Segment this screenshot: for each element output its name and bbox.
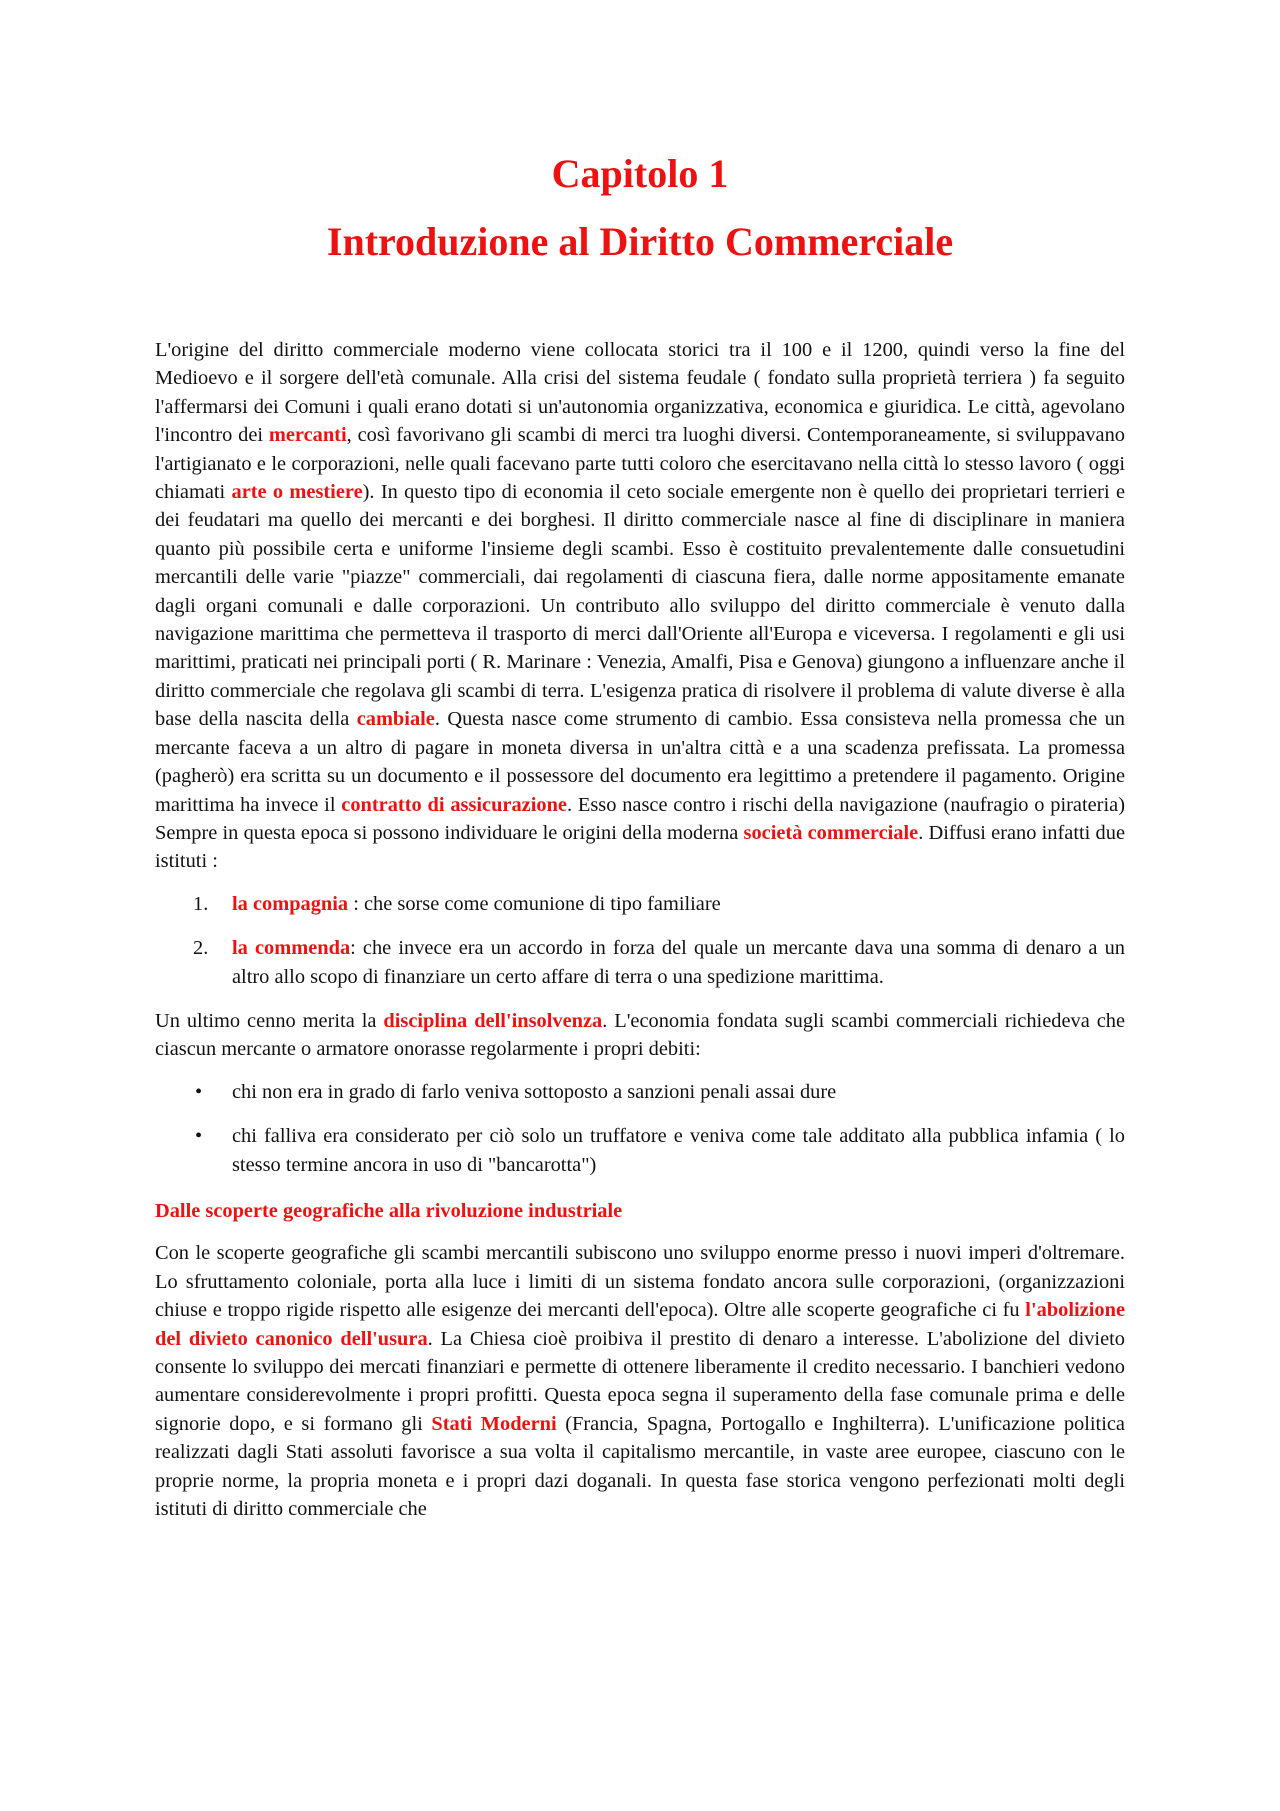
chapter-number: Capitolo 1 — [551, 151, 729, 196]
text-run: Un ultimo cenno merita la — [155, 1009, 384, 1032]
keyword-cambiale: cambiale — [356, 708, 435, 731]
text-run: ). In questo tipo di economia il ceto sociale emergente non è quello dei proprietari terrieri e dei feudatari ma quello dei mercanti e dei borghesi. Il diritto commerciale nasce al fine di disciplinare in maniera quanto più possibile certa e uniforme l'insieme degli scambi. Esso è costituito prevalentemente dalle consuetudini mercantili delle varie "piazze" commerciali, dai regolamenti di ciascuna fiera, dalle norme appositamente emanate dagli organi comunali e dalle corporazioni. Un contributo allo sviluppo del diritto commerciale è venuto dalla navigazione marittima che permetteva il trasporto di merci dall'Oriente all'Europa e viceversa. I regolamenti e gli usi marittimi, praticati nei principali porti ( R. Marinare : Venezia, Amalfi, Pisa e Genova) giungono a influenzare anche il diritto commerciale che regolava gli scambi di terra. L'esigenza pratica di risolvere il problema di valute diverse è alla base della nascita della — [155, 481, 1125, 731]
list-number: 2. — [193, 937, 209, 960]
text-run: . L'economia fondata sugli scambi commerciali richiedeva che ciascun mercante o armatore onorasse regolarmente i propri debiti: — [155, 1009, 1125, 1061]
bullet-icon: • — [195, 1080, 203, 1103]
institutes-list — [155, 890, 1125, 991]
list-item-text: : che sorse come comunione di tipo familiare — [348, 892, 721, 915]
bullet-icon: • — [195, 1125, 203, 1148]
paragraph-origins — [155, 336, 1125, 876]
text-run: . Questa nasce come strumento di cambio. Essa consisteva nella promessa che un mercante faceva a un altro di pagare in moneta diversa in un'altra città e a una scadenza prefissata. La promessa (pagherò) era scritta su un documento e il possessore del documento era legittimo a pretendere il pagamento. Origine marittima ha invece il — [155, 708, 1125, 816]
keyword-arte-mestiere: arte o mestiere — [231, 481, 363, 504]
text-run: . Diffusi erano infatti due istituti : — [155, 821, 1126, 873]
keyword-abolizione-usura: l'abolizione del divieto canonico dell'usura — [155, 1299, 1125, 1350]
list-item — [155, 1078, 1125, 1106]
keyword-societa-commerciale: società commerciale — [743, 821, 919, 844]
text-run: , così favorivano gli scambi di merci tra luoghi diversi. Contemporaneamente, si sviluppavano l'artigianato e le corporazioni, nelle quali facevano parte tutti coloro che esercitavano nella città lo stesso lavoro ( oggi chiamati — [155, 424, 1125, 504]
text-run: Con le scoperte geografiche gli scambi mercantili subiscono uno sviluppo enorme presso i nuovi imperi d'oltremare. Lo sfruttamento coloniale, porta alla luce i limiti di un sistema fondato ancora sulle corporazioni, (organizzazioni chiuse e troppo rigide rispetto alle esigenze dei mercanti dell'epoca). Oltre alle scoperte geografiche ci fu — [155, 1242, 1125, 1322]
keyword-compagnia: la compagnia — [232, 892, 349, 915]
text-run: . Esso nasce contro i rischi della navigazione (naufragio o pirateria) Sempre in questa epoca si possono individuare le origini della moderna — [155, 793, 1125, 844]
keyword-insolvenza: disciplina dell'insolvenza — [383, 1009, 603, 1032]
list-item-text: chi falliva era considerato per ciò solo un truffatore e veniva come tale additato alla pubblica infamia ( lo stesso termine ancora in uso di "bancarotta") — [232, 1125, 1125, 1176]
keyword-commenda: la commenda — [232, 937, 351, 960]
list-item — [155, 934, 1125, 991]
list-number: 1. — [193, 892, 209, 915]
section-heading: Dalle scoperte geografiche alla rivoluzione industriale — [155, 1199, 623, 1222]
text-run: . La Chiesa cioè proibiva il prestito di denaro a interesse. L'abolizione del divieto consente lo sviluppo dei mercati finanziari e permette di ottenere liberamente il credito necessario. I banchieri vedono aumentare considerevolmente i propri profitti. Questa epoca segna il superamento della fase comunale prima e delle signorie dopo, e si formano gli — [155, 1327, 1126, 1435]
list-item-text: : che invece era un accordo in forza del quale un mercante dava una somma di denaro a un altro allo scopo di finanziare un certo affare di terra o una spedizione marittima. — [232, 937, 1125, 988]
paragraph-insolvency — [155, 1007, 1125, 1064]
keyword-mercanti: mercanti — [268, 424, 347, 447]
chapter-title: Introduzione al Diritto Commerciale — [326, 219, 954, 264]
keyword-stati-moderni: Stati Moderni — [431, 1412, 557, 1435]
list-item-text: chi non era in grado di farlo veniva sottoposto a sanzioni penali assai dure — [232, 1080, 837, 1103]
text-run: (Francia, Spagna, Portogallo e Inghilterra). L'unificazione politica realizzati dagli Stati assoluti favorisce a sua volta il capitalismo mercantile, in vaste aree europee, ciascuno con le proprie norme, la propria moneta e i propri dazi doganali. In questa fase storica vengono perfezionati molti degli istituti di diritto commerciale che — [155, 1412, 1125, 1521]
list-item — [155, 1122, 1125, 1179]
text-run: L'origine del diritto commerciale moderno viene collocata storici tra il 100 e il 1200, quindi verso la fine del Medioevo e il sorgere dell'età comunale. Alla crisi del sistema feudale ( fondato sulla proprietà terriera ) fa seguito l'affermarsi dei Comuni i quali erano dotati si un'autonomia organizzativa, economica e giuridica. Le città, agevolano l'incontro dei — [155, 339, 1125, 447]
keyword-contratto-assicurazione: contratto di assicurazione — [341, 793, 567, 816]
sanctions-list — [155, 1078, 1125, 1179]
list-item — [155, 890, 1125, 918]
paragraph-discoveries — [155, 1239, 1125, 1523]
